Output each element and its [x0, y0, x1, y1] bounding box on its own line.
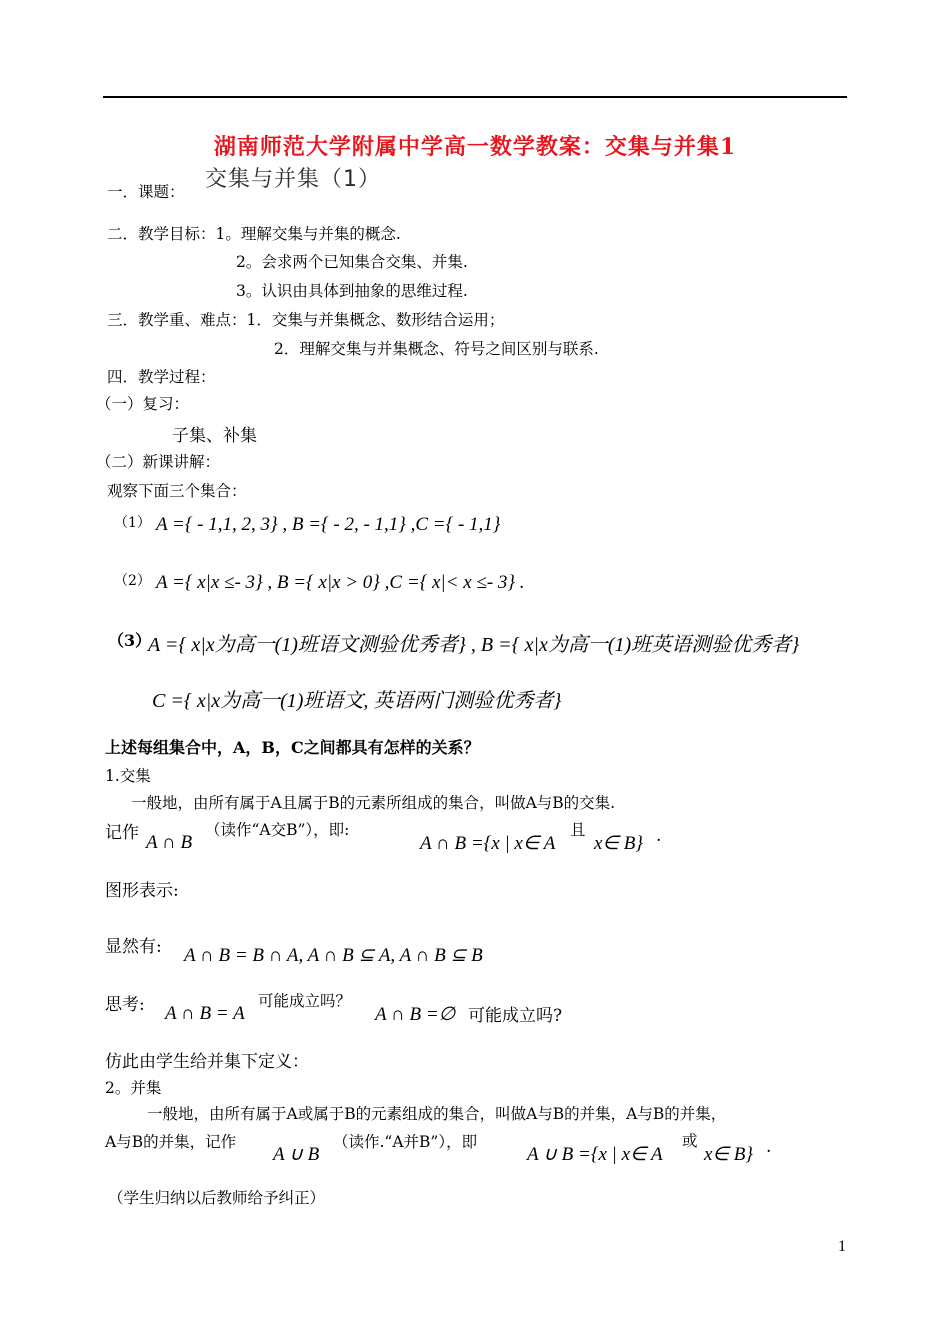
objective-3: 3。认识由具体到抽象的思维过程. — [236, 282, 468, 300]
think-formula-1: A ∩ B = A — [165, 1003, 245, 1024]
example-2-number: （2） — [114, 573, 151, 589]
graphic-label: 图形表示: — [105, 881, 179, 901]
section-objectives: 二．教学目标：1。理解交集与并集的概念. — [107, 225, 401, 243]
union-note: （学生归纳以后教师给予纠正） — [108, 1189, 326, 1207]
union-formula-left: A ∪ B ={x | x∈ A — [527, 1144, 663, 1165]
obvious-label: 显然有: — [105, 937, 162, 957]
imitate-text: 仿此由学生给并集下定义： — [105, 1052, 309, 1072]
intersection-reading: （读作“A交B”），即: — [205, 821, 350, 839]
section-topic-label: 一．课题： — [107, 183, 185, 201]
intersection-formula-dot: . — [656, 826, 662, 846]
intersection-heading: 1.交集 — [105, 767, 151, 785]
union-formula-right: x∈ B} — [704, 1144, 753, 1165]
intersection-symbol: A ∩ B — [146, 832, 193, 853]
example-1-sets: A ={ - 1,1, 2, 3} , B ={ - 2, - 1,1} ,C ={ - 1,1} — [156, 514, 501, 535]
observe-text: 观察下面三个集合： — [107, 482, 247, 500]
think-question-2: 可能成立吗? — [468, 1006, 563, 1026]
review-heading: （一）复习： — [96, 395, 190, 413]
header-rule — [103, 96, 847, 98]
example-3-line-1: A ={ x|x为高一(1)班语文测验优秀者} , B ={ x|x为高一(1)班英语测验优秀者} — [148, 634, 800, 656]
key-point-2: 2．理解交集与并集概念、符号之间区别与联系. — [274, 340, 599, 358]
think-label: 思考: — [105, 995, 145, 1015]
review-items: 子集、补集 — [172, 426, 257, 446]
example-1-number: （1） — [114, 515, 151, 531]
page-number: 1 — [838, 1238, 846, 1255]
union-formula-dot: . — [766, 1137, 772, 1157]
think-formula-2: A ∩ B =∅ — [375, 1004, 456, 1025]
page-title: 湖南师范大学附属中学高一数学教案：交集与并集1 — [213, 134, 737, 160]
intersection-notation-prefix: 记作 — [105, 823, 139, 843]
union-symbol: A ∪ B — [273, 1144, 320, 1165]
union-definition: 一般地，由所有属于A或属于B的元素组成的集合，叫做A与B的并集，A与B的并集， — [147, 1105, 727, 1123]
topic-title-image: 交集与并集（1） — [205, 167, 381, 192]
intersection-definition: 一般地，由所有属于A且属于B的元素所组成的集合，叫做A与B的交集. — [131, 794, 616, 812]
example-3-line-2: C ={ x|x为高一(1)班语文, 英语两门测验优秀者} — [152, 690, 562, 712]
example-3-number: （3） — [108, 631, 152, 650]
question-text: 上述每组集合中，A，B，C之间都具有怎样的关系？ — [105, 738, 480, 757]
intersection-formula-left: A ∩ B ={x | x∈ A — [420, 833, 556, 854]
new-lesson-heading: （二）新课讲解： — [96, 453, 221, 471]
section-process: 四．教学过程： — [107, 368, 216, 386]
intersection-formula-right: x∈ B} — [594, 833, 643, 854]
think-question-1: 可能成立吗？ — [258, 992, 352, 1010]
example-2-sets: A ={ x|x ≤- 3} , B ={ x|x > 0} ,C ={ x|< x ≤- 3} . — [156, 572, 525, 593]
union-reading: （读作.“A并B”），即 — [333, 1133, 478, 1151]
section-key-points: 三．教学重、难点：1．交集与并集概念、数形结合运用； — [107, 311, 505, 329]
union-notation-prefix: A与B的并集，记作 — [105, 1133, 237, 1151]
union-heading: 2。并集 — [105, 1079, 162, 1097]
obvious-formula: A ∩ B = B ∩ A, A ∩ B ⊆ A, A ∩ B ⊆ B — [184, 945, 483, 966]
union-formula-or: 或 — [682, 1132, 698, 1150]
objective-2: 2。会求两个已知集合交集、并集. — [236, 253, 468, 271]
intersection-formula-and: 且 — [570, 821, 586, 839]
